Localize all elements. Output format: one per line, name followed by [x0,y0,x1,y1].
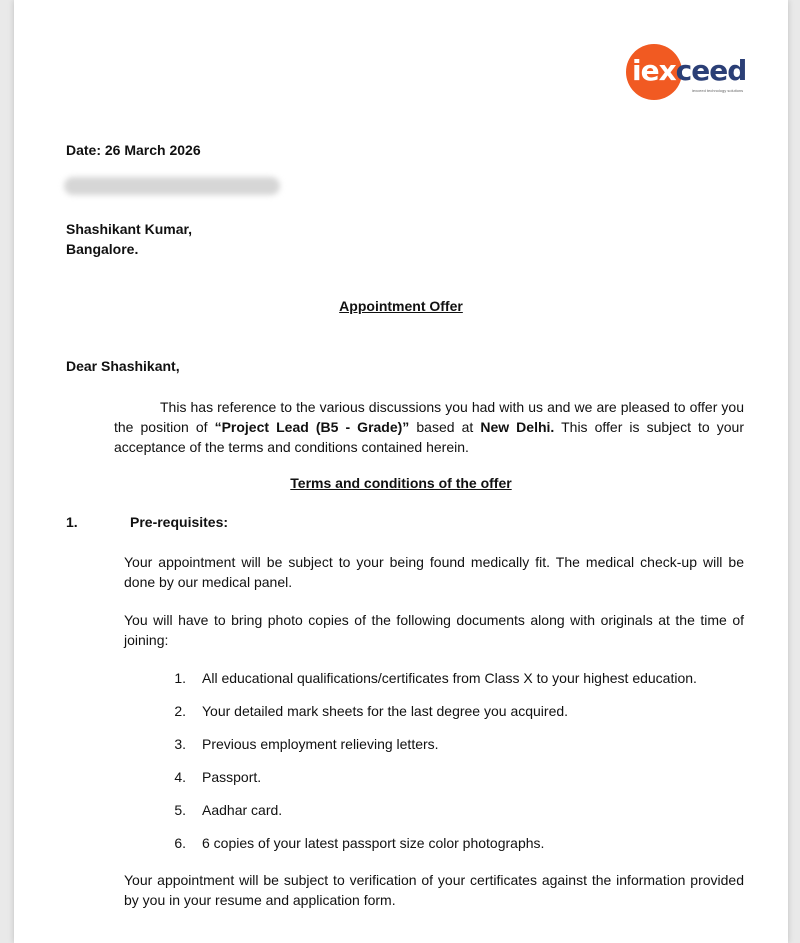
list-item-text: 6 copies of your latest passport size color photographs. [202,835,545,851]
medical-paragraph: Your appointment will be subject to your being found medically fit. The medical check-up will be done by our medical panel. [124,554,744,590]
section-number: 1. [66,514,78,530]
list-item-number: 6. [174,835,186,851]
documents-intro: You will have to bring photo copies of the following documents along with originals at the time of joining: [124,612,744,648]
letter-date: Date: 26 March 2026 [66,142,201,158]
intro-paragraph [114,397,744,457]
iexceed-logo [626,44,746,102]
list-item-number: 2. [174,703,186,719]
list-item-number: 3. [174,736,186,752]
list-item-number: 4. [174,769,186,785]
letter-title: Appointment Offer [339,298,463,314]
logo-tagline: iexceed technology solutions [692,88,744,93]
list-item-text: Aadhar card. [202,802,283,818]
terms-heading: Terms and conditions of the offer [290,475,512,491]
list-item-number: 5. [174,802,186,818]
letter-page [14,0,788,943]
recipient-name: Shashikant Kumar, [66,221,193,237]
intro-position: “Project Lead (B5 - Grade)” [214,419,410,435]
verification-paragraph: Your appointment will be subject to verification of your certificates against the information provided by you in your resume and application form. [124,872,744,908]
list-item-text: All educational qualifications/certificates from Class X to your highest education. [202,670,697,686]
intro-text1: This has reference to the various discussions you had with us and we are pleased to offer you the position of [114,399,744,435]
intro-text3: This offer is subject to your acceptance of the terms and conditions contained herein. [114,419,744,455]
recipient-address [66,219,192,259]
list-item-text: Previous employment relieving letters. [202,736,439,752]
logo-part1: iex [632,54,676,87]
logo-part2: ceed [675,54,747,87]
recipient-city: Bangalore. [66,241,139,257]
intro-location: New Delhi. [480,419,555,435]
list-item-text: Your detailed mark sheets for the last degree you acquired. [202,703,569,719]
list-item-text: Passport. [202,769,262,785]
section-title: Pre-requisites: [130,514,229,530]
list-item-number: 1. [174,670,186,686]
intro-text2: based at [409,419,481,435]
logo-wordmark [632,56,746,86]
redacted-field [64,177,280,195]
salutation: Dear Shashikant, [66,358,180,374]
